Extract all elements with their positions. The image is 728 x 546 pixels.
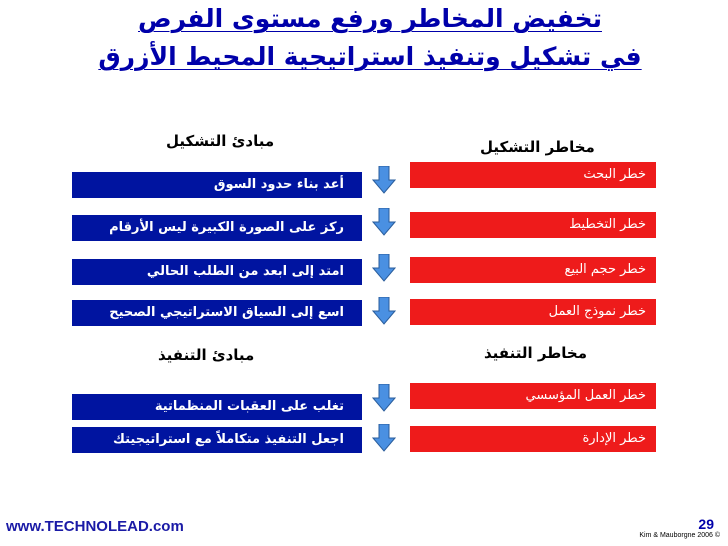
principle-reconstruct-market-boundaries: أعد بناء حدود السوق <box>72 172 362 198</box>
risk-business-model: خطر نموذج العمل <box>410 299 656 325</box>
down-arrow-icon <box>372 297 396 325</box>
slide-title-line-2: في تشكيل وتنفيذ استراتيجية المحيط الأزرق <box>98 42 642 71</box>
down-arrow-icon <box>372 254 396 282</box>
principle-overcome-hurdles: تغلب على العقبات المنظماتية <box>72 394 362 420</box>
risk-organizational: خطر العمل المؤسسي <box>410 383 656 409</box>
formulation-principles-heading: مبادئ التشكيل <box>166 132 275 150</box>
formulation-risks-heading: مخاطر التشكيل <box>480 138 595 156</box>
down-arrow-icon <box>372 208 396 236</box>
page-number: 29 <box>698 516 714 532</box>
risk-management: خطر الإدارة <box>410 426 656 452</box>
copyright-notice: Kim & Mauborgne 2006 © <box>639 532 720 539</box>
execution-principles-heading: مبادئ التنفيذ <box>158 346 255 364</box>
principle-focus-big-picture: ركز على الصورة الكبيرة ليس الأرقام <box>72 215 362 241</box>
down-arrow-icon <box>372 166 396 194</box>
down-arrow-icon <box>372 424 396 452</box>
footer-website-link[interactable]: www.TECHNOLEAD.com <box>6 518 184 535</box>
risk-search: خطر البحث <box>410 162 656 188</box>
execution-risks-heading: مخاطر التنفيذ <box>484 344 588 362</box>
slide-title-line-1: تخفيض المخاطر ورفع مستوى الفرص <box>138 4 602 33</box>
principle-strategic-sequence: اسع إلى السياق الاستراتيجي الصحيح <box>72 300 362 326</box>
principle-reach-beyond-demand: امتد إلى ابعد من الطلب الحالي <box>72 259 362 285</box>
down-arrow-icon <box>372 384 396 412</box>
risk-planning: خطر التخطيط <box>410 212 656 238</box>
risk-scale: خطر حجم البيع <box>410 257 656 283</box>
principle-build-execution: اجعل التنفيذ متكاملاً مع استراتيجيتك <box>72 427 362 453</box>
